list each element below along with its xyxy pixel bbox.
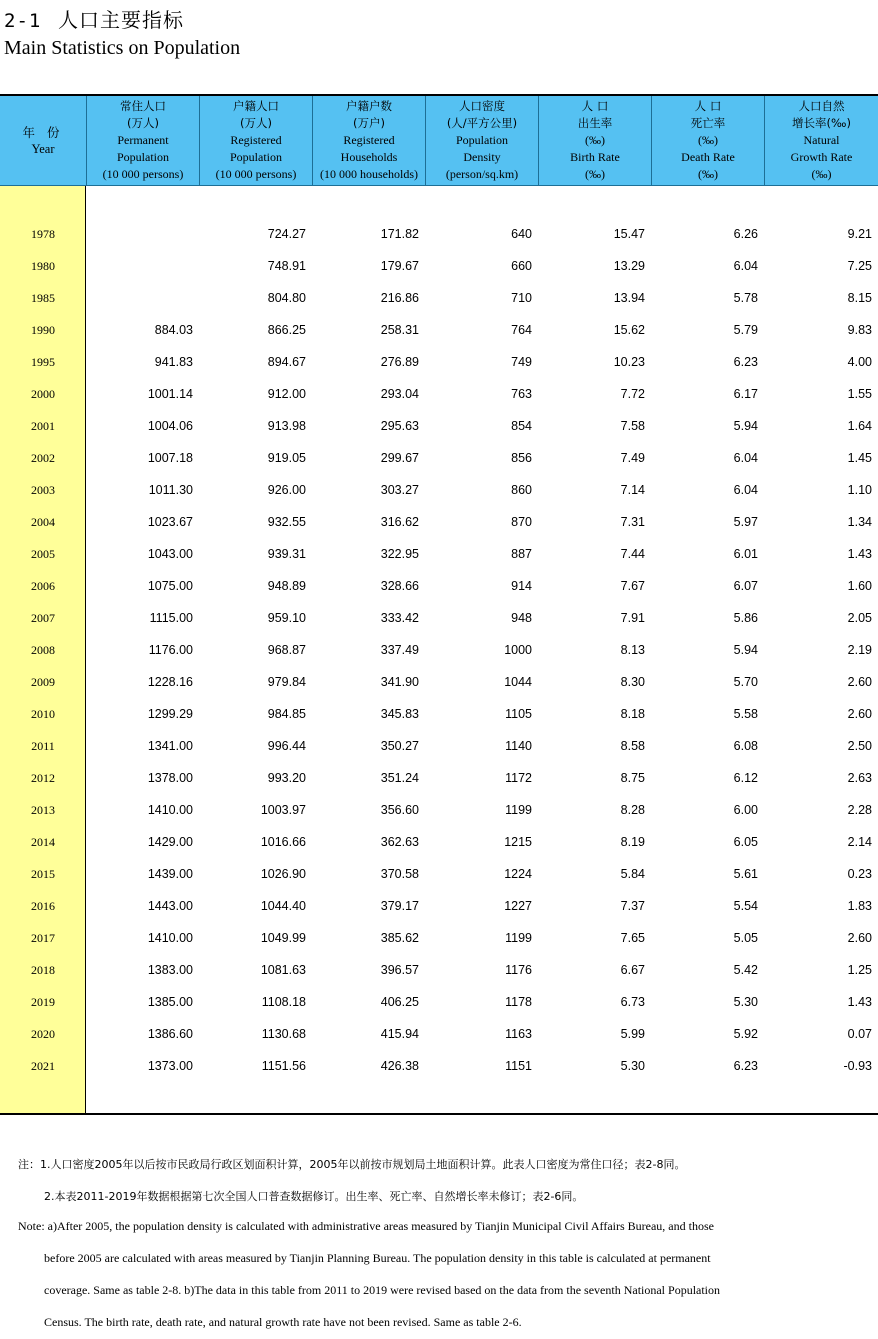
value-cell: 6.07 — [733, 579, 758, 593]
value-cell: 8.19 — [620, 835, 645, 849]
value-cell: -0.93 — [843, 1059, 872, 1073]
value-cell: 2.60 — [847, 931, 872, 945]
value-cell: 804.80 — [267, 291, 306, 305]
header-label: Death Rate — [681, 150, 735, 164]
value-cell: 6.23 — [733, 1059, 758, 1073]
value-cell: 7.58 — [620, 419, 645, 433]
value-cell: 6.26 — [733, 227, 758, 241]
value-cell: 7.37 — [620, 899, 645, 913]
year-cell: 2021 — [31, 1058, 55, 1073]
value-cell: 9.83 — [847, 323, 872, 337]
table-row — [0, 602, 878, 634]
year-cell: 2007 — [31, 610, 55, 625]
value-cell: 2.50 — [847, 739, 872, 753]
header-label: 年 份 — [22, 124, 64, 140]
table-row — [0, 698, 878, 730]
value-cell: 362.63 — [380, 835, 419, 849]
value-cell: 6.00 — [733, 803, 758, 817]
value-cell: 345.83 — [380, 707, 419, 721]
value-cell: 5.94 — [733, 419, 758, 433]
value-cell: 1026.90 — [260, 867, 306, 881]
value-cell: 748.91 — [267, 259, 306, 273]
value-cell: 1140 — [505, 739, 532, 753]
value-cell: 7.31 — [620, 515, 645, 529]
header-cell — [651, 96, 764, 186]
header-label: (万人) — [127, 116, 159, 130]
value-cell: 6.08 — [733, 739, 758, 753]
header-label: (‰) — [811, 167, 832, 181]
value-cell: 379.17 — [380, 899, 419, 913]
value-cell: 179.67 — [380, 259, 419, 273]
table-row — [0, 538, 878, 570]
table-header-row — [0, 96, 878, 186]
table-row — [0, 378, 878, 410]
value-cell: 426.38 — [380, 1059, 419, 1073]
value-cell: 993.20 — [267, 771, 306, 785]
value-cell: 1016.66 — [260, 835, 306, 849]
header-label: (10 000 households) — [320, 167, 418, 181]
value-cell: 1378.00 — [147, 771, 193, 785]
value-cell: 406.25 — [380, 995, 419, 1009]
header-label: Population — [116, 150, 169, 164]
value-cell: 1386.60 — [147, 1027, 193, 1041]
value-cell: 5.61 — [733, 867, 758, 881]
header-cell — [86, 96, 199, 186]
value-cell: 710 — [511, 291, 532, 305]
value-cell: 333.42 — [380, 611, 419, 625]
table-title-cn: 人口主要指标 — [58, 8, 184, 32]
value-cell: 856 — [511, 451, 532, 465]
year-cell: 2012 — [31, 770, 55, 785]
header-cell — [312, 96, 425, 186]
header-cell — [0, 96, 86, 186]
header-label: 户籍户数 — [346, 99, 392, 113]
value-cell: 171.82 — [380, 227, 419, 241]
header-cell — [199, 96, 312, 186]
value-cell: 660 — [511, 259, 532, 273]
header-cell — [764, 96, 878, 186]
value-cell: 1000 — [504, 643, 532, 657]
header-label: (‰) — [698, 133, 718, 147]
note-en-1: Note: a)After 2005, the population density is calculated with administrative areas measured by Tianjin Municipal Civil Affairs Bureau, and those — [18, 1219, 714, 1233]
value-cell: 8.30 — [620, 675, 645, 689]
value-cell: 1.43 — [847, 547, 872, 561]
value-cell: 1044 — [504, 675, 532, 689]
header-label: Population — [455, 133, 508, 147]
value-cell: 887 — [511, 547, 532, 561]
value-cell: 932.55 — [267, 515, 306, 529]
value-cell: 7.65 — [620, 931, 645, 945]
value-cell: 1199 — [505, 803, 532, 817]
value-cell: 948.89 — [267, 579, 306, 593]
note-cn-2: 2.本表2011-2019年数据根据第七次全国人口普查数据修订。出生率、死亡率、自然增长率未修订；表2-6同。 — [44, 1190, 584, 1203]
value-cell: 6.04 — [733, 483, 758, 497]
table-row — [0, 634, 878, 666]
table-row — [0, 858, 878, 890]
header-label: Registered — [230, 133, 282, 147]
table-row — [0, 826, 878, 858]
value-cell: 860 — [511, 483, 532, 497]
header-label: (10 000 persons) — [215, 167, 297, 181]
value-cell: 1.43 — [847, 995, 872, 1009]
value-cell: 854 — [511, 419, 532, 433]
value-cell: 8.58 — [620, 739, 645, 753]
header-label: (人/平方公里) — [446, 116, 518, 130]
value-cell: 6.04 — [733, 451, 758, 465]
value-cell: 912.00 — [267, 387, 306, 401]
header-label: 人口密度 — [459, 99, 505, 113]
value-cell: 15.62 — [613, 323, 645, 337]
table-row — [0, 986, 878, 1018]
year-cell: 1980 — [31, 258, 55, 273]
value-cell: 1043.00 — [147, 547, 193, 561]
value-cell: 1439.00 — [147, 867, 193, 881]
value-cell: 258.31 — [380, 323, 419, 337]
value-cell: 316.62 — [380, 515, 419, 529]
value-cell: 0.23 — [847, 867, 872, 881]
value-cell: 1108.18 — [261, 995, 306, 1009]
table-row — [0, 410, 878, 442]
value-cell: 640 — [511, 227, 532, 241]
value-cell: 913.98 — [267, 419, 306, 433]
year-cell: 2006 — [31, 578, 55, 593]
table-row — [0, 666, 878, 698]
value-cell: 968.87 — [267, 643, 306, 657]
header-cell — [538, 96, 651, 186]
value-cell: 2.14 — [847, 835, 872, 849]
year-cell: 2008 — [31, 642, 55, 657]
table-row — [0, 442, 878, 474]
value-cell: 763 — [511, 387, 532, 401]
value-cell: 8.15 — [847, 291, 872, 305]
page-title-en: Main Statistics on Population — [4, 37, 241, 59]
value-cell: 926.00 — [267, 483, 306, 497]
table-row — [0, 282, 878, 314]
value-cell: 356.60 — [380, 803, 419, 817]
note-en-4: Census. The birth rate, death rate, and natural growth rate have not been revised. Same as table 2-6. — [44, 1315, 522, 1329]
value-cell: 2.19 — [847, 643, 872, 657]
header-label: (万户) — [353, 116, 385, 130]
value-cell: 6.17 — [733, 387, 758, 401]
value-cell: 322.95 — [380, 547, 419, 561]
value-cell: 341.90 — [380, 675, 419, 689]
value-cell: 1172 — [505, 771, 532, 785]
value-cell: 7.25 — [847, 259, 872, 273]
statistics-table — [0, 94, 878, 1115]
value-cell: 5.30 — [733, 995, 758, 1009]
value-cell: 1228.16 — [147, 675, 193, 689]
year-cell: 2000 — [31, 386, 55, 401]
header-label: Population — [229, 150, 282, 164]
value-cell: 7.67 — [620, 579, 645, 593]
value-cell: 293.04 — [380, 387, 419, 401]
header-label: 常住人口 — [120, 99, 166, 113]
value-cell: 1.45 — [847, 451, 872, 465]
value-cell: 1176 — [505, 963, 532, 977]
table-row — [0, 922, 878, 954]
header-label: Natural — [803, 133, 840, 147]
value-cell: 1199 — [505, 931, 532, 945]
value-cell: 884.03 — [154, 323, 193, 337]
value-cell: 5.99 — [620, 1027, 645, 1041]
header-label: Registered — [343, 133, 395, 147]
value-cell: 1215 — [504, 835, 532, 849]
value-cell: 941.83 — [154, 355, 193, 369]
value-cell: 351.24 — [380, 771, 419, 785]
header-label: 增长率(‰) — [792, 116, 851, 130]
value-cell: 415.94 — [380, 1027, 419, 1041]
value-cell: 2.28 — [847, 803, 872, 817]
value-cell: 749 — [511, 355, 532, 369]
value-cell: 1224 — [504, 867, 532, 881]
value-cell: 370.58 — [380, 867, 419, 881]
value-cell: 2.60 — [847, 707, 872, 721]
value-cell: 1130.68 — [261, 1027, 306, 1041]
year-cell: 1985 — [31, 290, 55, 305]
value-cell: 1410.00 — [147, 931, 193, 945]
value-cell: 1023.67 — [147, 515, 193, 529]
value-cell: 385.62 — [380, 931, 419, 945]
value-cell: 5.05 — [733, 931, 758, 945]
value-cell: 1011.30 — [148, 483, 193, 497]
year-cell: 2003 — [31, 482, 55, 497]
value-cell: 6.12 — [733, 771, 758, 785]
value-cell: 1373.00 — [147, 1059, 193, 1073]
table-row — [0, 506, 878, 538]
note-en-3: coverage. Same as table 2-8. b)The data in this table from 2011 to 2019 were revised based on the data from the seventh National Population — [44, 1283, 721, 1297]
value-cell: 6.01 — [733, 547, 758, 561]
value-cell: 959.10 — [267, 611, 306, 625]
table-row — [0, 794, 878, 826]
year-cell: 2004 — [31, 514, 55, 529]
value-cell: 996.44 — [267, 739, 306, 753]
table-row — [0, 346, 878, 378]
value-cell: 1299.29 — [147, 707, 193, 721]
value-cell: 5.97 — [733, 515, 758, 529]
value-cell: 0.07 — [847, 1027, 872, 1041]
year-cell: 1995 — [31, 354, 55, 369]
year-cell: 1990 — [31, 322, 55, 337]
value-cell: 1385.00 — [147, 995, 193, 1009]
value-cell: 5.84 — [620, 867, 645, 881]
table-body — [0, 218, 878, 1082]
year-cell: 1978 — [31, 226, 55, 241]
value-cell: 724.27 — [267, 227, 306, 241]
value-cell: 1049.99 — [260, 931, 306, 945]
value-cell: 9.21 — [847, 227, 872, 241]
table-row — [0, 1018, 878, 1050]
value-cell: 1.55 — [847, 387, 872, 401]
value-cell: 8.18 — [620, 707, 645, 721]
value-cell: 6.73 — [620, 995, 645, 1009]
value-cell: 276.89 — [380, 355, 419, 369]
value-cell: 870 — [511, 515, 532, 529]
value-cell: 5.86 — [733, 611, 758, 625]
table-row — [0, 890, 878, 922]
year-cell: 2002 — [31, 450, 55, 465]
value-cell: 1.64 — [847, 419, 872, 433]
table-row — [0, 250, 878, 282]
value-cell: 939.31 — [267, 547, 306, 561]
header-label: Density — [463, 150, 501, 164]
year-cell: 2009 — [31, 674, 55, 689]
value-cell: 2.63 — [847, 771, 872, 785]
table-row — [0, 474, 878, 506]
value-cell: 337.49 — [380, 643, 419, 657]
header-label: Permanent — [117, 133, 169, 147]
value-cell: 1178 — [505, 995, 532, 1009]
year-cell: 2020 — [31, 1026, 55, 1041]
value-cell: 7.49 — [620, 451, 645, 465]
table-row — [0, 762, 878, 794]
value-cell: 8.28 — [620, 803, 645, 817]
table-row — [0, 730, 878, 762]
year-cell: 2017 — [31, 930, 55, 945]
table-bottom-rule — [0, 1113, 878, 1115]
value-cell: 5.58 — [733, 707, 758, 721]
value-cell: 1044.40 — [260, 899, 306, 913]
value-cell: 914 — [511, 579, 532, 593]
value-cell: 5.79 — [733, 323, 758, 337]
year-cell: 2015 — [31, 866, 55, 881]
value-cell: 5.42 — [733, 963, 758, 977]
header-label: (‰) — [585, 167, 605, 181]
value-cell: 1081.63 — [260, 963, 306, 977]
value-cell: 1176.00 — [148, 643, 193, 657]
header-cell — [425, 96, 538, 186]
value-cell: 15.47 — [613, 227, 645, 241]
header-label: 人 口 — [694, 99, 722, 113]
header-label: (万人) — [240, 116, 272, 130]
value-cell: 5.70 — [733, 675, 758, 689]
value-cell: 7.91 — [620, 611, 645, 625]
value-cell: 216.86 — [380, 291, 419, 305]
value-cell: 7.14 — [620, 483, 645, 497]
value-cell: 919.05 — [267, 451, 306, 465]
table-row — [0, 218, 878, 250]
header-label: 出生率 — [577, 116, 613, 130]
value-cell: 8.75 — [620, 771, 645, 785]
value-cell: 1115.00 — [149, 611, 193, 625]
header-label: (‰) — [698, 167, 718, 181]
table-row — [0, 570, 878, 602]
value-cell: 7.72 — [620, 387, 645, 401]
year-cell: 2005 — [31, 546, 55, 561]
table-row — [0, 954, 878, 986]
year-cell: 2013 — [31, 802, 55, 817]
note-cn-1: 注：1.人口密度2005年以后按市民政局行政区划面积计算，2005年以前按市规划局土地面积计算。此表人口密度为常住口径；表2-8同。 — [18, 1158, 686, 1171]
year-cell: 2014 — [31, 834, 55, 849]
value-cell: 1001.14 — [147, 387, 193, 401]
value-cell: 1105 — [505, 707, 532, 721]
value-cell: 5.94 — [733, 643, 758, 657]
value-cell: 5.54 — [733, 899, 758, 913]
value-cell: 866.25 — [267, 323, 306, 337]
header-label: Growth Rate — [790, 150, 853, 164]
table-row — [0, 314, 878, 346]
header-label: 人口自然 — [798, 99, 845, 113]
value-cell: 328.66 — [380, 579, 419, 593]
header-label: (10 000 persons) — [102, 167, 184, 181]
year-cell: 2019 — [31, 994, 55, 1009]
value-cell: 8.13 — [620, 643, 645, 657]
value-cell: 1075.00 — [147, 579, 193, 593]
value-cell: 894.67 — [267, 355, 306, 369]
table-row — [0, 1050, 878, 1082]
value-cell: 1383.00 — [147, 963, 193, 977]
header-label: 死亡率 — [690, 116, 726, 130]
header-label: 人 口 — [581, 99, 609, 113]
page-title-cn — [4, 4, 184, 33]
value-cell: 13.29 — [613, 259, 645, 273]
value-cell: 1.10 — [847, 483, 872, 497]
year-cell: 2010 — [31, 706, 55, 721]
value-cell: 1007.18 — [147, 451, 193, 465]
value-cell: 1.34 — [847, 515, 872, 529]
header-label: (‰) — [585, 133, 605, 147]
value-cell: 1227 — [504, 899, 532, 913]
value-cell: 948 — [511, 611, 532, 625]
value-cell: 1429.00 — [147, 835, 193, 849]
header-label: Birth Rate — [570, 150, 620, 164]
value-cell: 6.67 — [620, 963, 645, 977]
value-cell: 350.27 — [380, 739, 419, 753]
header-label: Households — [340, 150, 398, 164]
header-label: 户籍人口 — [233, 99, 279, 113]
value-cell: 2.05 — [847, 611, 872, 625]
year-cell: 2018 — [31, 962, 55, 977]
header-label: (person/sq.km) — [445, 167, 519, 181]
value-cell: 6.23 — [733, 355, 758, 369]
value-cell: 1443.00 — [147, 899, 193, 913]
value-cell: 295.63 — [380, 419, 419, 433]
year-cell: 2001 — [31, 418, 55, 433]
value-cell: 1.60 — [847, 579, 872, 593]
value-cell: 1004.06 — [147, 419, 193, 433]
value-cell: 1341.00 — [147, 739, 193, 753]
value-cell: 984.85 — [267, 707, 306, 721]
value-cell: 10.23 — [613, 355, 645, 369]
value-cell: 5.78 — [733, 291, 758, 305]
year-cell: 2016 — [31, 898, 55, 913]
value-cell: 1410.00 — [147, 803, 193, 817]
header-label: Year — [31, 141, 55, 156]
value-cell: 5.30 — [620, 1059, 645, 1073]
value-cell: 1163 — [505, 1027, 532, 1041]
value-cell: 303.27 — [380, 483, 419, 497]
value-cell: 1003.97 — [260, 803, 306, 817]
table-number: 2-1 — [4, 10, 42, 32]
value-cell: 1.83 — [847, 899, 872, 913]
value-cell: 6.04 — [733, 259, 758, 273]
value-cell: 7.44 — [620, 547, 645, 561]
value-cell: 1151 — [505, 1059, 532, 1073]
value-cell: 4.00 — [847, 355, 872, 369]
value-cell: 299.67 — [380, 451, 419, 465]
note-en-2: before 2005 are calculated with areas measured by Tianjin Planning Bureau. The population density in this table is calculated at permanent — [44, 1251, 711, 1265]
value-cell: 1.25 — [847, 963, 872, 977]
value-cell: 396.57 — [380, 963, 419, 977]
value-cell: 5.92 — [733, 1027, 758, 1041]
value-cell: 13.94 — [613, 291, 645, 305]
value-cell: 6.05 — [733, 835, 758, 849]
value-cell: 2.60 — [847, 675, 872, 689]
value-cell: 979.84 — [267, 675, 306, 689]
value-cell: 764 — [511, 323, 532, 337]
year-cell: 2011 — [31, 738, 55, 753]
value-cell: 1151.56 — [261, 1059, 306, 1073]
